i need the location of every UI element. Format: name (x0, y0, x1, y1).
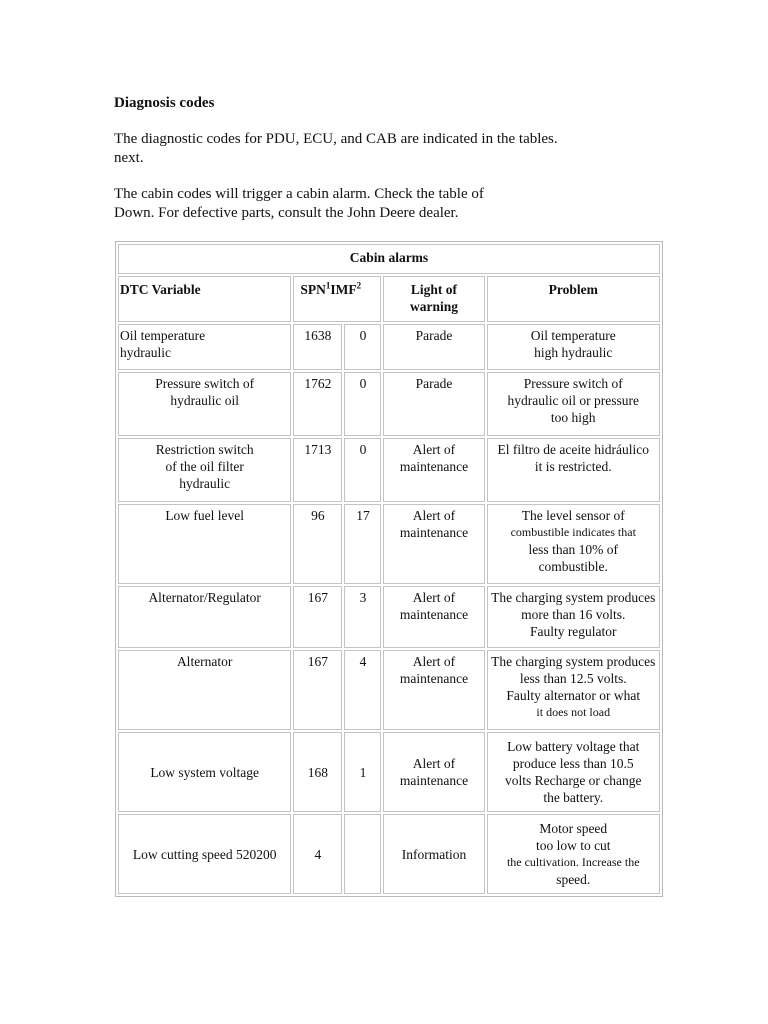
cell-light-of-warning (383, 814, 484, 894)
problem-line: Faulty regulator (529, 624, 617, 639)
cabin-alarms-table (115, 241, 663, 897)
cell-dtc-variable (118, 814, 291, 894)
cell-spn: 167 (293, 586, 342, 648)
light-line: maintenance (399, 671, 469, 686)
cell-problem (487, 814, 661, 894)
cell-spn: 4 (293, 814, 342, 894)
problem-line: Low battery voltage that (507, 739, 640, 754)
problem-line: the battery. (543, 790, 604, 805)
cell-light-of-warning (383, 586, 484, 648)
problem-line: high hydraulic (534, 345, 613, 360)
dtc-line: Pressure switch of (155, 376, 255, 391)
header-imf-footnote: 2 (356, 280, 362, 291)
cell-imf: 0 (344, 438, 381, 502)
problem-line: Oil temperature (530, 328, 616, 343)
cell-problem (487, 324, 661, 370)
table-row (118, 732, 660, 812)
table-row (118, 650, 660, 730)
dtc-line: hydraulic oil (170, 393, 239, 408)
header-light-of-warning (383, 276, 484, 322)
table-title: Cabin alarms (118, 244, 660, 274)
dtc-line: Alternator/Regulator (148, 590, 261, 605)
dtc-line: Low fuel level (165, 508, 245, 523)
cell-spn: 96 (293, 504, 342, 584)
dtc-line: Alternator (176, 654, 233, 669)
table-row (118, 438, 660, 502)
cabin-codes-line: Down. For defective parts, consult the John Deere dealer. (114, 205, 459, 221)
cell-dtc-variable (118, 438, 291, 502)
table-row (118, 814, 660, 894)
cell-problem (487, 372, 661, 436)
problem-line: hydraulic oil or pressure (507, 393, 640, 408)
cell-spn: 167 (293, 650, 342, 730)
table-row (118, 586, 660, 648)
cell-light-of-warning (383, 650, 484, 730)
cell-dtc-variable (118, 732, 291, 812)
cell-light-of-warning (383, 438, 484, 502)
cell-imf: 0 (344, 372, 381, 436)
cell-problem (487, 504, 661, 584)
table-body (118, 324, 660, 894)
problem-line: The charging system produces (491, 654, 656, 669)
dtc-line: Low cutting speed 520200 (132, 846, 277, 862)
cell-spn: 1638 (293, 324, 342, 370)
problem-line: produce less than 10.5 (512, 756, 634, 771)
problem-line: more than 16 volts. (521, 607, 626, 622)
cell-dtc-variable (118, 650, 291, 730)
dtc-line: of the oil filter (165, 459, 244, 474)
dtc-line: Low system voltage (150, 764, 260, 780)
cell-problem (487, 438, 661, 502)
cell-problem (487, 650, 661, 730)
light-line: maintenance (399, 773, 469, 788)
header-light-line: warning (409, 299, 458, 314)
cabin-codes-line: The cabin codes will trigger a cabin alarm. Check the table of (114, 186, 484, 202)
dtc-line: hydraulic (179, 476, 231, 491)
dtc-line: Restriction switch (155, 442, 254, 457)
header-problem: Problem (487, 276, 661, 322)
light-line: Alert of (412, 590, 456, 605)
light-line: maintenance (399, 525, 469, 540)
problem-line: combustible. (538, 559, 608, 574)
header-spn: SPN (300, 282, 326, 297)
problem-line: too high (550, 410, 596, 425)
cell-dtc-variable (118, 586, 291, 648)
light-line: Information (401, 846, 467, 862)
problem-line: El filtro de aceite hidráulico (497, 442, 649, 457)
table-title-row (118, 244, 660, 274)
problem-line: the cultivation. Increase the (506, 855, 640, 869)
cell-imf: 17 (344, 504, 381, 584)
table-row (118, 324, 660, 370)
cell-light-of-warning (383, 732, 484, 812)
cell-dtc-variable (118, 324, 291, 370)
header-light-line: Light of (410, 282, 458, 297)
cell-dtc-variable (118, 372, 291, 436)
table-row (118, 504, 660, 584)
light-line: Alert of (412, 442, 456, 457)
problem-line: it does not load (536, 705, 611, 719)
cell-light-of-warning (383, 372, 484, 436)
problem-line: speed. (556, 872, 591, 887)
problem-line: The level sensor of (521, 508, 625, 523)
light-line: Parade (415, 328, 453, 343)
header-imf: IMF (330, 282, 357, 297)
cell-imf: 4 (344, 650, 381, 730)
light-line: maintenance (399, 459, 469, 474)
cell-imf: 1 (344, 732, 381, 812)
light-line: Alert of (412, 654, 456, 669)
dtc-line: hydraulic (120, 345, 171, 360)
problem-line: less than 10% of (528, 542, 619, 557)
light-line: Alert of (412, 508, 456, 523)
table-header-row (118, 276, 660, 322)
cell-spn: 168 (293, 732, 342, 812)
cell-problem (487, 586, 661, 648)
intro-line: The diagnostic codes for PDU, ECU, and CAB are indicated in the tables. (114, 131, 558, 147)
light-line: maintenance (399, 607, 469, 622)
page-heading: Diagnosis codes (114, 95, 215, 111)
problem-line: volts Recharge or change (504, 773, 642, 788)
header-spn-footnote: 1 (325, 280, 331, 291)
intro-line: next. (114, 150, 144, 166)
cell-imf: 0 (344, 324, 381, 370)
problem-line: Motor speed (539, 821, 608, 836)
cabin-codes-paragraph (114, 185, 654, 223)
header-spn-imf (293, 276, 381, 322)
cell-spn: 1713 (293, 438, 342, 502)
cell-imf: 3 (344, 586, 381, 648)
problem-line: Pressure switch of (523, 376, 623, 391)
cell-imf (344, 814, 381, 894)
problem-line: Faulty alternator or what (506, 688, 641, 703)
light-line: Parade (415, 376, 453, 391)
problem-line: less than 12.5 volts. (519, 671, 627, 686)
header-dtc-variable: DTC Variable (118, 276, 291, 322)
cell-spn: 1762 (293, 372, 342, 436)
table-row (118, 372, 660, 436)
light-line: Alert of (412, 756, 456, 771)
cell-problem (487, 732, 661, 812)
cell-light-of-warning (383, 324, 484, 370)
dtc-line: Oil temperature (120, 328, 206, 343)
problem-line: combustible indicates that (510, 525, 636, 539)
cell-light-of-warning (383, 504, 484, 584)
problem-line: it is restricted. (534, 459, 612, 474)
problem-line: too low to cut (535, 838, 611, 853)
intro-paragraph (114, 130, 654, 168)
problem-line: The charging system produces (491, 590, 656, 605)
cell-dtc-variable (118, 504, 291, 584)
